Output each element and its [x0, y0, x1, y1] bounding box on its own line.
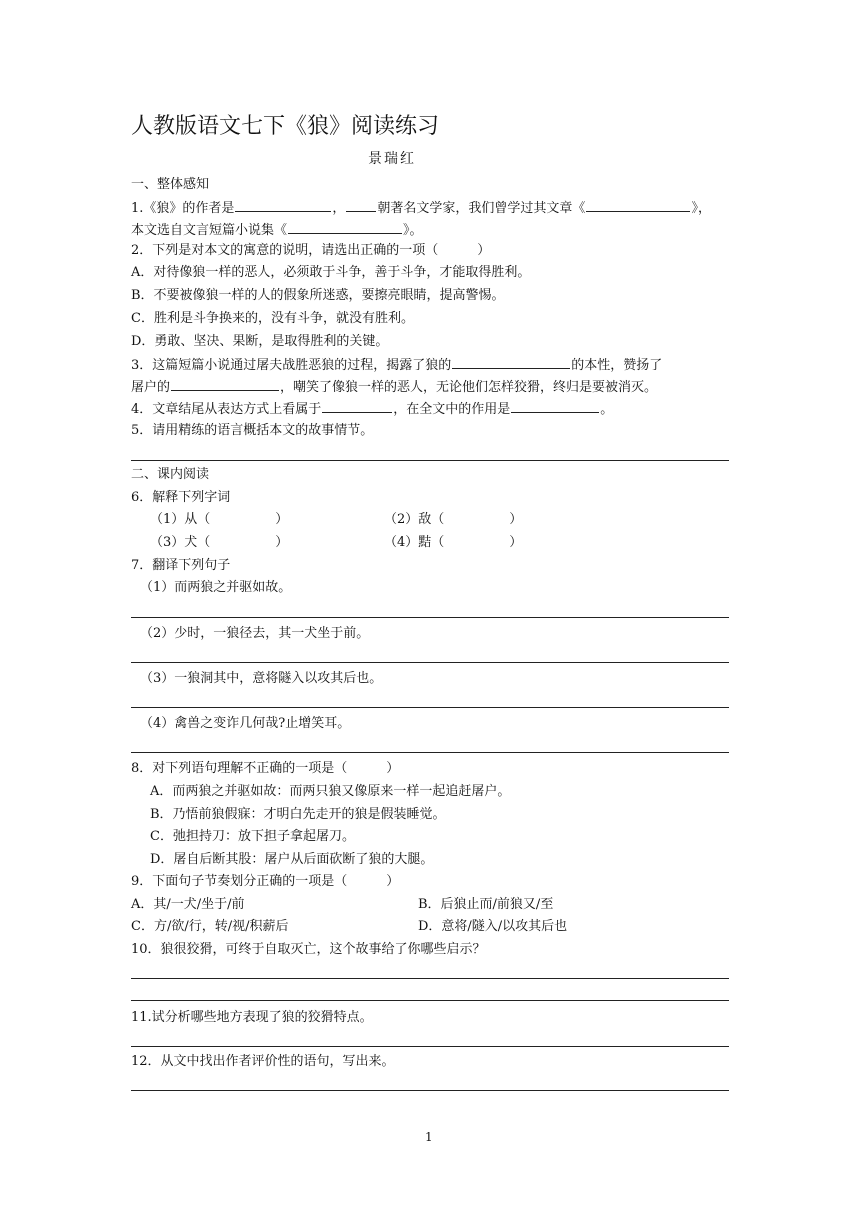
question-2: 2．下列是对本文的寓意的说明，请选出正确的一项（ ） [131, 243, 491, 258]
answer-blank[interactable] [322, 399, 392, 413]
question-9: 9．下面句子节奏划分正确的一项是（ ） [131, 874, 400, 889]
section-2-heading: 二、课内阅读 [131, 467, 210, 482]
question-6-item-2: （2）敌（ ） [384, 512, 523, 527]
question-1-line-1: 1.《狼》的作者是 ， 朝著名文学家，我们曾学过其文章《 》， [131, 198, 711, 218]
question-8-option-b: B．乃悟前狼假寐：才明白先走开的狼是假装睡觉。 [150, 807, 446, 822]
answer-line[interactable] [131, 460, 729, 461]
question-3-line-2: 屠户的 ，嘲笑了像狼一样的恶人，无论他们怎样狡猾，终归是要被消灭。 [131, 377, 657, 397]
answer-blank[interactable] [288, 220, 402, 234]
author-name: 景瑞红 [368, 151, 416, 167]
answer-line[interactable] [131, 1046, 729, 1047]
question-6: 6．解释下列字词 [131, 490, 231, 505]
question-9-option-a: A．其/一犬/坐于/前 [131, 897, 245, 912]
question-2-option-b: B．不要被像狼一样的人的假象所迷惑，要擦亮眼睛，提高警惕。 [131, 288, 505, 303]
question-9-option-d: D．意将/隧入/以攻其后也 [418, 919, 568, 934]
answer-blank[interactable] [171, 377, 279, 391]
question-2-option-d: D．勇敢、坚决、果断，是取得胜利的关键。 [131, 334, 389, 349]
answer-line[interactable] [131, 752, 729, 753]
question-8-option-a: A．而两狼之并驱如故：而两只狼又像原来一样一起追赶屠户。 [150, 784, 511, 799]
answer-blank[interactable] [452, 355, 570, 369]
answer-line[interactable] [131, 707, 729, 708]
question-12: 12．从文中找出作者评价性的语句，写出来。 [131, 1054, 395, 1069]
question-6-item-1: （1）从（ ） [150, 512, 289, 527]
question-7-sentence-4: （4）禽兽之变诈几何哉?止增笑耳。 [140, 716, 351, 731]
answer-line[interactable] [131, 617, 729, 618]
answer-blank[interactable] [235, 198, 331, 212]
answer-line[interactable] [131, 662, 729, 663]
answer-line[interactable] [131, 1090, 729, 1091]
question-3-line-1: 3．这篇短篇小说通过屠夫战胜恶狼的过程，揭露了狼的 的本性，赞扬了 [131, 355, 662, 375]
answer-blank[interactable] [511, 399, 599, 413]
question-6-item-3: （3）犬（ ） [150, 535, 289, 550]
question-7-sentence-1: （1）而两狼之并驱如故。 [140, 580, 292, 595]
question-8-option-c: C．弛担持刀：放下担子拿起屠刀。 [150, 829, 355, 844]
answer-blank[interactable] [586, 198, 690, 212]
answer-line[interactable] [131, 1000, 729, 1001]
page-number: 1 [425, 1130, 433, 1144]
question-7: 7．翻译下列句子 [131, 558, 231, 573]
section-1-heading: 一、整体感知 [131, 177, 210, 192]
question-11: 11.试分析哪些地方表现了狼的狡猾特点。 [131, 1010, 373, 1025]
question-2-option-a: A．对待像狼一样的恶人，必须敢于斗争，善于斗争，才能取得胜利。 [131, 265, 531, 280]
question-9-option-c: C．方/欲/行，转/视/积薪后 [131, 919, 289, 934]
question-1-line-2: 本文选自文言短篇小说集《 》。 [131, 220, 423, 240]
page-title: 人教版语文七下《狼》阅读练习 [131, 114, 440, 139]
question-8-option-d: D．屠自后断其股：屠户从后面砍断了狼的大腿。 [150, 852, 434, 867]
question-9-option-b: B．后狼止而/前狼又/至 [418, 897, 554, 912]
question-5: 5．请用精练的语言概括本文的故事情节。 [131, 423, 374, 438]
answer-line[interactable] [131, 978, 729, 979]
question-6-item-4: （4）黠（ ） [384, 535, 523, 550]
question-7-sentence-2: （2）少时，一狼径去，其一犬坐于前。 [140, 626, 370, 641]
answer-blank[interactable] [346, 198, 376, 212]
question-10: 10．狼很狡猾，可终于自取灭亡，这个故事给了你哪些启示？ [131, 942, 486, 957]
question-4: 4．文章结尾从表达方式上看属于 ，在全文中的作用是 。 [131, 399, 613, 419]
question-2-option-c: C．胜利是斗争换来的，没有斗争，就没有胜利。 [131, 311, 414, 326]
question-8: 8．对下列语句理解不正确的一项是（ ） [131, 761, 400, 776]
question-7-sentence-3: （3）一狼洞其中，意将隧入以攻其后也。 [140, 671, 383, 686]
